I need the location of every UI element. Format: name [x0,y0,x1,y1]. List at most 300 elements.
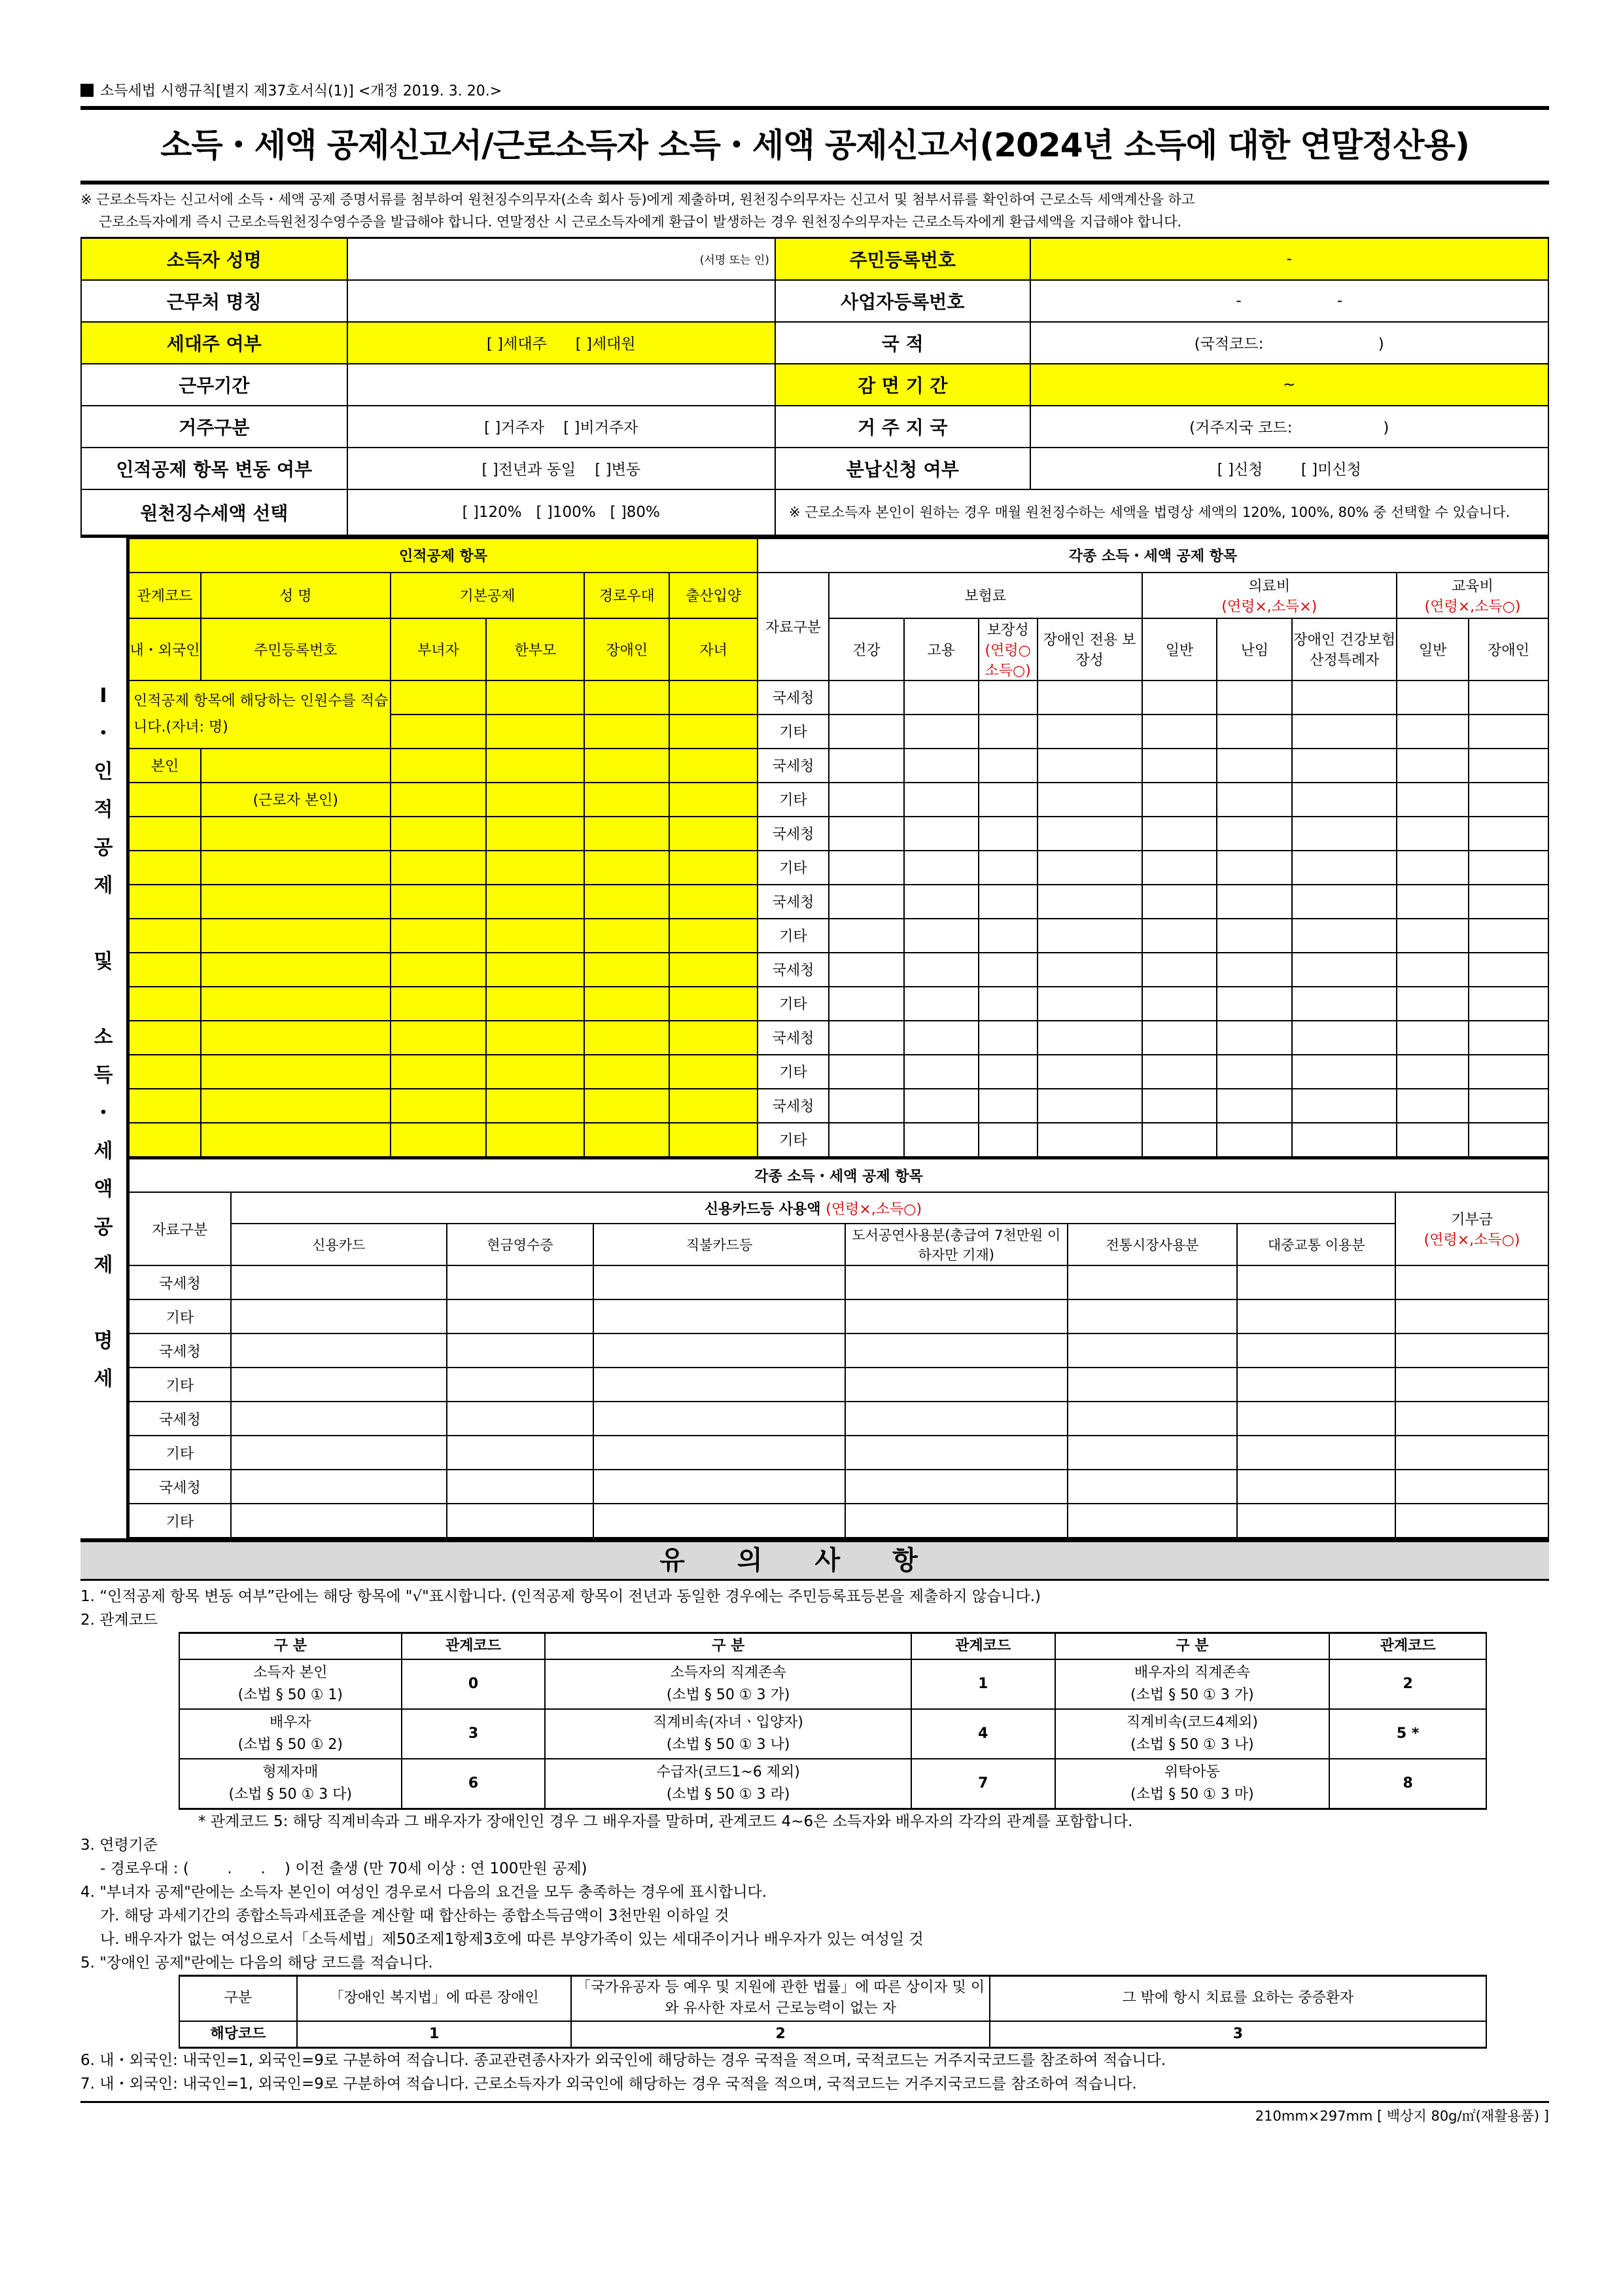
amount-cell[interactable] [1217,953,1292,987]
amount-cell[interactable] [1469,885,1548,919]
col-medical: 의료비 (연령×,소득×) [1142,573,1397,618]
source-other: 기타 [129,1299,231,1333]
amount-cell[interactable] [904,987,979,1021]
col-female: 부녀자 [391,618,487,680]
card-col-source: 자료구분 [129,1192,231,1265]
col-education: 교육비 (연령×,소득○) [1397,573,1548,618]
amount-cell[interactable] [1142,1021,1217,1055]
card-amount-cell[interactable] [447,1333,594,1368]
amount-cell[interactable] [829,987,904,1021]
workplace-field[interactable] [347,280,775,322]
code-row: 형제자매 (소법 § 50 ① 3 다) 6 수급자(코드1~6 제외) (소법 § 50 ① 3 라) 7 위탁아동 (소법 § 50 ① 3 마) 8 [179,1759,1486,1809]
card-amount-cell[interactable] [845,1299,1068,1333]
dependent-cell[interactable] [584,1089,669,1123]
card-amount-cell[interactable] [1237,1470,1395,1504]
dependent-cell[interactable] [669,1055,758,1089]
card-amount-cell[interactable] [845,1470,1068,1504]
amount-cell[interactable] [904,1089,979,1123]
workplace-label: 근무처 명칭 [81,280,347,322]
self-note: (근로자 본인) [201,783,391,817]
dependent-cell[interactable] [391,1021,487,1055]
card-amount-cell[interactable] [1395,1265,1548,1299]
amount-cell[interactable] [904,817,979,851]
card-amount-cell[interactable] [845,1436,1068,1470]
dependent-cell[interactable] [391,1055,487,1089]
dependent-cell[interactable] [486,919,584,953]
installment-label: 분납신청 여부 [775,448,1030,489]
amount-cell[interactable] [979,953,1038,987]
amount-cell[interactable] [904,1123,979,1157]
amount-cell[interactable] [1397,1021,1469,1055]
dependent-cell[interactable] [129,817,201,851]
dependent-cell[interactable] [486,817,584,851]
amount-cell[interactable] [829,1089,904,1123]
amount-cell[interactable] [979,919,1038,953]
amount-cell[interactable] [979,1123,1038,1157]
dependent-cell[interactable] [584,851,669,885]
amount-cell[interactable] [1397,1089,1469,1123]
dependent-cell[interactable] [201,817,391,851]
card-amount-cell[interactable] [593,1504,845,1538]
amount-cell[interactable] [1292,919,1397,953]
amount-cell[interactable] [1142,953,1217,987]
note-3a: - 경로우대 : ( . . ) 이전 출생 (만 70세 이상 : 연 100만원 공제) [100,1860,587,1877]
card-amount-cell[interactable] [1395,1402,1548,1436]
card-row [129,1265,1548,1299]
dependent-cell[interactable] [391,851,487,885]
note-4: 4. "부녀자 공제"란에는 소득자 본인이 여성인 경우로서 다음의 요건을 모두 충족하는 경우에 표시합니다. [80,1883,767,1901]
amount-cell[interactable] [1292,1021,1397,1055]
source-other: 기타 [129,1436,231,1470]
work-period-field[interactable] [347,364,775,406]
dependent-cell[interactable] [669,885,758,919]
dependent-row [129,817,1548,851]
amount-cell[interactable] [1397,953,1469,987]
amount-cell[interactable] [1142,1123,1217,1157]
card-amount-cell[interactable] [1068,1368,1238,1402]
card-deduction-table [128,1157,1549,1539]
self-name[interactable] [201,749,391,783]
amount-cell[interactable] [904,1021,979,1055]
amount-cell[interactable] [1397,987,1469,1021]
amount-cell[interactable] [1217,817,1292,851]
amount-cell[interactable] [1469,851,1548,885]
amount-cell[interactable] [829,1123,904,1157]
amount-cell[interactable] [829,885,904,919]
donation-col: 기부금 (연령×,소득○) [1395,1192,1548,1265]
code-head-cell: 구 분 [179,1633,402,1660]
reduction-period-label: 감 면 기 간 [775,364,1030,406]
residence-country-field[interactable]: (거주지국 코드: ) [1030,406,1548,448]
amount-cell[interactable] [1038,1089,1142,1123]
amount-cell[interactable] [904,885,979,919]
dependent-cell[interactable] [669,817,758,851]
amount-cell[interactable] [829,1021,904,1055]
source-nts: 국세청 [758,749,829,783]
dependent-cell[interactable] [584,817,669,851]
amount-cell[interactable] [904,953,979,987]
paper-spec: 210mm×297mm [ 백상지 80g/㎡(재활용품) ] [80,2101,1549,2125]
amount-cell[interactable] [829,953,904,987]
dependent-cell[interactable] [584,919,669,953]
disability-code-cell: 해당코드 [179,2021,297,2048]
nationality-label: 국 적 [775,322,1030,364]
dependent-cell[interactable] [129,885,201,919]
work-period-label: 근무기간 [81,364,347,406]
col-infertility: 난임 [1217,618,1292,680]
card-col-3: 도서공연사용분(총급여 7천만원 이하자만 기재) [845,1224,1068,1265]
dependent-cell[interactable] [486,1055,584,1089]
amount-cell[interactable] [1292,817,1397,851]
card-amount-cell[interactable] [1237,1402,1395,1436]
dependent-cell[interactable] [129,1055,201,1089]
dependent-cell[interactable] [391,919,487,953]
card-amount-cell[interactable] [231,1368,447,1402]
source-nts: 국세청 [129,1470,231,1504]
amount-cell[interactable] [1469,987,1548,1021]
card-amount-cell[interactable] [447,1436,594,1470]
amount-cell[interactable] [979,885,1038,919]
card-amount-cell[interactable] [1395,1299,1548,1333]
amount-cell[interactable] [1217,885,1292,919]
card-amount-cell[interactable] [447,1299,594,1333]
card-amount-cell[interactable] [1068,1333,1238,1368]
dependent-cell[interactable] [201,953,391,987]
dependent-cell[interactable] [201,987,391,1021]
amount-cell[interactable] [1038,1055,1142,1089]
taxpayer-info-table [80,237,1549,536]
source-nts: 국세청 [758,1021,829,1055]
side-label-text: Ⅰ ・ 인 적 공 제 및 소 득 ・ 세 액 공 제 명 세 [94,684,113,1391]
card-amount-cell[interactable] [1237,1333,1395,1368]
col-child: 자녀 [669,618,758,680]
card-amount-cell[interactable] [845,1402,1068,1436]
card-amount-cell[interactable] [1237,1504,1395,1538]
dependent-cell[interactable] [584,987,669,1021]
amount-cell[interactable] [1038,851,1142,885]
note-5: 5. "장애인 공제"란에는 다음의 해당 코드를 적습니다. [80,1954,433,1971]
dependent-cell[interactable] [486,851,584,885]
disability-head-cell: 「장애인 복지법」에 따른 장애인 [297,1975,572,2021]
household-label: 세대주 여부 [81,322,347,364]
amount-cell[interactable] [1292,1089,1397,1123]
card-amount-cell[interactable] [593,1436,845,1470]
source-nts: 국세청 [129,1333,231,1368]
col-guarantee: 보장성 (연령○소득○) [979,618,1038,680]
card-amount-cell[interactable] [1068,1504,1238,1538]
amount-cell[interactable] [1397,817,1469,851]
count-label: 인적공제 항목에 해당하는 인원수를 적습니다.(자녀: 명) [129,680,391,749]
card-amount-cell[interactable] [593,1333,845,1368]
amount-cell[interactable] [1217,1055,1292,1089]
amount-cell[interactable] [829,1055,904,1089]
dependent-cell[interactable] [129,953,201,987]
amount-cell[interactable] [1142,817,1217,851]
dependent-cell[interactable] [669,1089,758,1123]
card-col-5: 대중교통 이용분 [1237,1224,1395,1265]
card-amount-cell[interactable] [1068,1402,1238,1436]
amount-cell[interactable] [1038,817,1142,851]
dependent-cell[interactable] [486,987,584,1021]
card-amount-cell[interactable] [845,1368,1068,1402]
amount-cell[interactable] [1397,1055,1469,1089]
dependent-cell[interactable] [584,953,669,987]
dependent-cell[interactable] [669,987,758,1021]
dependent-cell[interactable] [391,1089,487,1123]
source-nts: 국세청 [129,1265,231,1299]
source-other: 기타 [758,783,829,817]
amount-cell[interactable] [1469,1055,1548,1089]
dependent-cell[interactable] [584,1021,669,1055]
card-amount-cell[interactable] [447,1402,594,1436]
amount-cell[interactable] [1292,851,1397,885]
source-nts: 국세청 [758,1089,829,1123]
amount-cell[interactable] [1217,919,1292,953]
amount-cell[interactable] [1217,987,1292,1021]
amount-cell[interactable] [979,1021,1038,1055]
card-amount-cell[interactable] [1068,1265,1238,1299]
card-amount-cell[interactable] [447,1265,594,1299]
dependent-cell[interactable] [486,953,584,987]
dependent-cell[interactable] [391,1123,487,1157]
change-options[interactable]: [ ]전년과 동일 [ ]변동 [347,448,775,489]
card-amount-cell[interactable] [1395,1368,1548,1402]
dependent-cell[interactable] [129,919,201,953]
code-row: 소득자 본인 (소법 § 50 ① 1) 0 소득자의 직계존속 (소법 § 50 ① 3 가) 1 배우자의 직계존속 (소법 § 50 ① 3 가) 2 [179,1659,1486,1709]
card-amount-cell[interactable] [845,1333,1068,1368]
form-reference: 소득세법 시행규칙[별지 제37호서식(1)] <개정 2019. 3. 20.> [80,77,1549,106]
amount-cell[interactable] [1397,919,1469,953]
dependent-cell[interactable] [584,1055,669,1089]
residence-label: 거주구분 [81,406,347,448]
card-amount-cell[interactable] [231,1436,447,1470]
amount-cell[interactable] [904,851,979,885]
dependent-cell[interactable] [129,1089,201,1123]
card-label: 신용카드등 사용액 (연령×,소득○) [231,1192,1395,1224]
col-source: 자료구분 [758,573,829,680]
card-amount-cell[interactable] [447,1504,594,1538]
card-amount-cell[interactable] [1395,1436,1548,1470]
count-disabled[interactable] [584,680,669,715]
card-amount-cell[interactable] [593,1368,845,1402]
code-head-cell: 구 분 [1055,1633,1330,1660]
note-7: 7. 내・외국인: 내국인=1, 외국인=9로 구분하여 적습니다. 근로소득자가 외국인에 해당하는 경우 국적을 적으며, 국적코드는 거주지국코드를 참조하여 적습니다. [80,2075,1137,2093]
amount-cell[interactable] [979,851,1038,885]
withholding-note: ※ 근로소득자 본인이 원하는 경우 매월 원천징수하는 세액을 법령상 세액의 120%, 100%, 80% 중 선택할 수 있습니다. [775,489,1548,535]
amount-cell[interactable] [1038,1021,1142,1055]
card-amount-cell[interactable] [1395,1504,1548,1538]
withholding-label: 원천징수세액 선택 [81,489,347,535]
deduction-head: 각종 소득・세액 공제 항목 [758,539,1548,573]
card-amount-cell[interactable] [845,1265,1068,1299]
amount-cell[interactable] [1397,851,1469,885]
dependent-cell[interactable] [201,919,391,953]
dependent-cell[interactable] [391,885,487,919]
card-amount-cell[interactable] [231,1504,447,1538]
dependent-cell[interactable] [669,851,758,885]
dependent-cell[interactable] [584,885,669,919]
card-amount-cell[interactable] [1237,1436,1395,1470]
amount-cell[interactable] [1142,987,1217,1021]
dependent-cell[interactable] [201,851,391,885]
dependent-cell[interactable] [129,1123,201,1157]
card-amount-cell[interactable] [1068,1299,1238,1333]
dependent-row [129,1089,1548,1123]
dependent-cell[interactable] [201,1055,391,1089]
amount-cell[interactable] [829,851,904,885]
section-1-side-label [80,538,128,1539]
amount-cell[interactable] [1217,1021,1292,1055]
amount-cell[interactable] [1142,885,1217,919]
card-amount-cell[interactable] [1237,1299,1395,1333]
dependent-cell[interactable] [201,1123,391,1157]
notes [80,1581,1549,2096]
dependent-cell[interactable] [391,817,487,851]
dependent-cell[interactable] [486,885,584,919]
amount-cell[interactable] [1142,851,1217,885]
dependent-cell[interactable] [669,1021,758,1055]
amount-cell[interactable] [829,817,904,851]
card-amount-cell[interactable] [1237,1265,1395,1299]
amount-cell[interactable] [1217,851,1292,885]
amount-cell[interactable] [1292,885,1397,919]
amount-cell[interactable] [979,1089,1038,1123]
amount-cell[interactable] [1469,953,1548,987]
col-insurance: 보험료 [829,573,1142,618]
self-relation: 본인 [129,749,201,783]
count-child[interactable] [669,680,758,715]
card-col-4: 전통시장사용분 [1068,1224,1238,1265]
card-amount-cell[interactable] [231,1333,447,1368]
card-amount-cell[interactable] [1068,1470,1238,1504]
amount-cell[interactable] [1469,817,1548,851]
card-amount-cell[interactable] [447,1470,594,1504]
withholding-options[interactable]: [ ]120% [ ]100% [ ]80% [347,489,775,535]
card-amount-cell[interactable] [231,1402,447,1436]
count-single[interactable] [486,680,584,715]
card-amount-cell[interactable] [1237,1368,1395,1402]
source-other: 기타 [758,987,829,1021]
change-label: 인적공제 항목 변동 여부 [81,448,347,489]
amount-cell[interactable] [1292,1055,1397,1089]
col-disabled-guarantee: 장애인 전용 보장성 [1038,618,1142,680]
col-relation: 관계코드 [129,573,201,618]
card-amount-cell[interactable] [1395,1333,1548,1368]
card-row [129,1402,1548,1436]
amount-cell[interactable] [1038,953,1142,987]
count-female[interactable] [391,680,487,715]
amount-cell[interactable] [1038,885,1142,919]
card-amount-cell[interactable] [1068,1436,1238,1470]
dependent-cell[interactable] [391,987,487,1021]
col-rrn: 주민등록번호 [201,618,391,680]
amount-cell[interactable] [1469,919,1548,953]
disability-head-cell: 구분 [179,1975,297,2021]
card-amount-cell[interactable] [593,1470,845,1504]
amount-cell[interactable] [979,1055,1038,1089]
dependent-cell[interactable] [486,1021,584,1055]
brn-field[interactable]: - - [1030,280,1548,322]
amount-cell[interactable] [829,919,904,953]
amount-cell[interactable] [1142,919,1217,953]
card-amount-cell[interactable] [593,1299,845,1333]
reduction-period-field[interactable]: ~ [1030,364,1548,406]
card-amount-cell[interactable] [593,1402,845,1436]
card-amount-cell[interactable] [593,1265,845,1299]
amount-cell[interactable] [1292,987,1397,1021]
amount-cell[interactable] [1217,1123,1292,1157]
amount-cell[interactable] [1469,1123,1548,1157]
dependent-cell[interactable] [486,1089,584,1123]
dependent-cell[interactable] [201,1021,391,1055]
source-other: 기타 [758,715,829,749]
amount-cell[interactable] [1469,1021,1548,1055]
amount-cell[interactable] [1038,1123,1142,1157]
card-amount-cell[interactable] [231,1265,447,1299]
amount-cell[interactable] [1038,987,1142,1021]
amount-cell[interactable] [979,817,1038,851]
col-elder: 경로우대 [584,573,669,618]
dependent-cell[interactable] [391,953,487,987]
amount-cell[interactable] [1217,1089,1292,1123]
code-head-cell: 관계코드 [1329,1633,1486,1660]
amount-cell[interactable] [1142,1089,1217,1123]
col-education-general: 일반 [1397,618,1469,680]
household-options[interactable]: [ ]세대주 [ ]세대원 [347,322,775,364]
installment-options[interactable]: [ ]신청 [ ]미신청 [1030,448,1548,489]
card-amount-cell[interactable] [231,1470,447,1504]
nationality-field[interactable]: (국적코드: ) [1030,322,1548,364]
card-amount-cell[interactable] [1395,1470,1548,1504]
card-amount-cell[interactable] [845,1504,1068,1538]
dependent-cell[interactable] [669,919,758,953]
name-field[interactable]: (서명 또는 인) [347,238,775,280]
dependent-cell[interactable] [486,1123,584,1157]
source-other: 기타 [758,919,829,953]
dependent-cell[interactable] [669,953,758,987]
amount-cell[interactable] [979,987,1038,1021]
card-amount-cell[interactable] [447,1368,594,1402]
amount-cell[interactable] [1397,885,1469,919]
amount-cell[interactable] [904,919,979,953]
brn-label: 사업자등록번호 [775,280,1030,322]
amount-cell[interactable] [1038,919,1142,953]
code-row: 배우자 (소법 § 50 ① 2) 3 직계비속(자녀ㆍ입양자) (소법 § 50 ① 3 나) 4 직계비속(코드4제외) (소법 § 50 ① 3 나) 5 * [179,1709,1486,1759]
amount-cell[interactable] [1292,1123,1397,1157]
dependent-row [129,885,1548,919]
residence-options[interactable]: [ ]거주자 [ ]비거주자 [347,406,775,448]
amount-cell[interactable] [1469,1089,1548,1123]
disability-code-cell: 1 [297,2021,572,2048]
dependent-cell[interactable] [129,1021,201,1055]
code-note: * 관계코드 5: 해당 직계비속과 그 배우자가 장애인인 경우 그 배우자를 말하며, 관계코드 4~6은 소득자와 배우자의 각각의 관계를 포함합니다. [198,1812,1133,1830]
card-row [129,1470,1548,1504]
amount-cell[interactable] [1292,953,1397,987]
card-head: 각종 소득・세액 공제 항목 [129,1158,1548,1192]
dependent-cell[interactable] [669,1123,758,1157]
rrn-field[interactable]: - [1030,238,1548,280]
amount-cell[interactable] [1397,1123,1469,1157]
dependent-cell[interactable] [129,987,201,1021]
amount-cell[interactable] [1142,1055,1217,1089]
dependent-cell[interactable] [129,851,201,885]
col-disabled: 장애인 [584,618,669,680]
dependent-cell[interactable] [584,1123,669,1157]
card-amount-cell[interactable] [231,1299,447,1333]
dependent-cell[interactable] [201,885,391,919]
dependent-cell[interactable] [201,1089,391,1123]
amount-cell[interactable] [904,1055,979,1089]
